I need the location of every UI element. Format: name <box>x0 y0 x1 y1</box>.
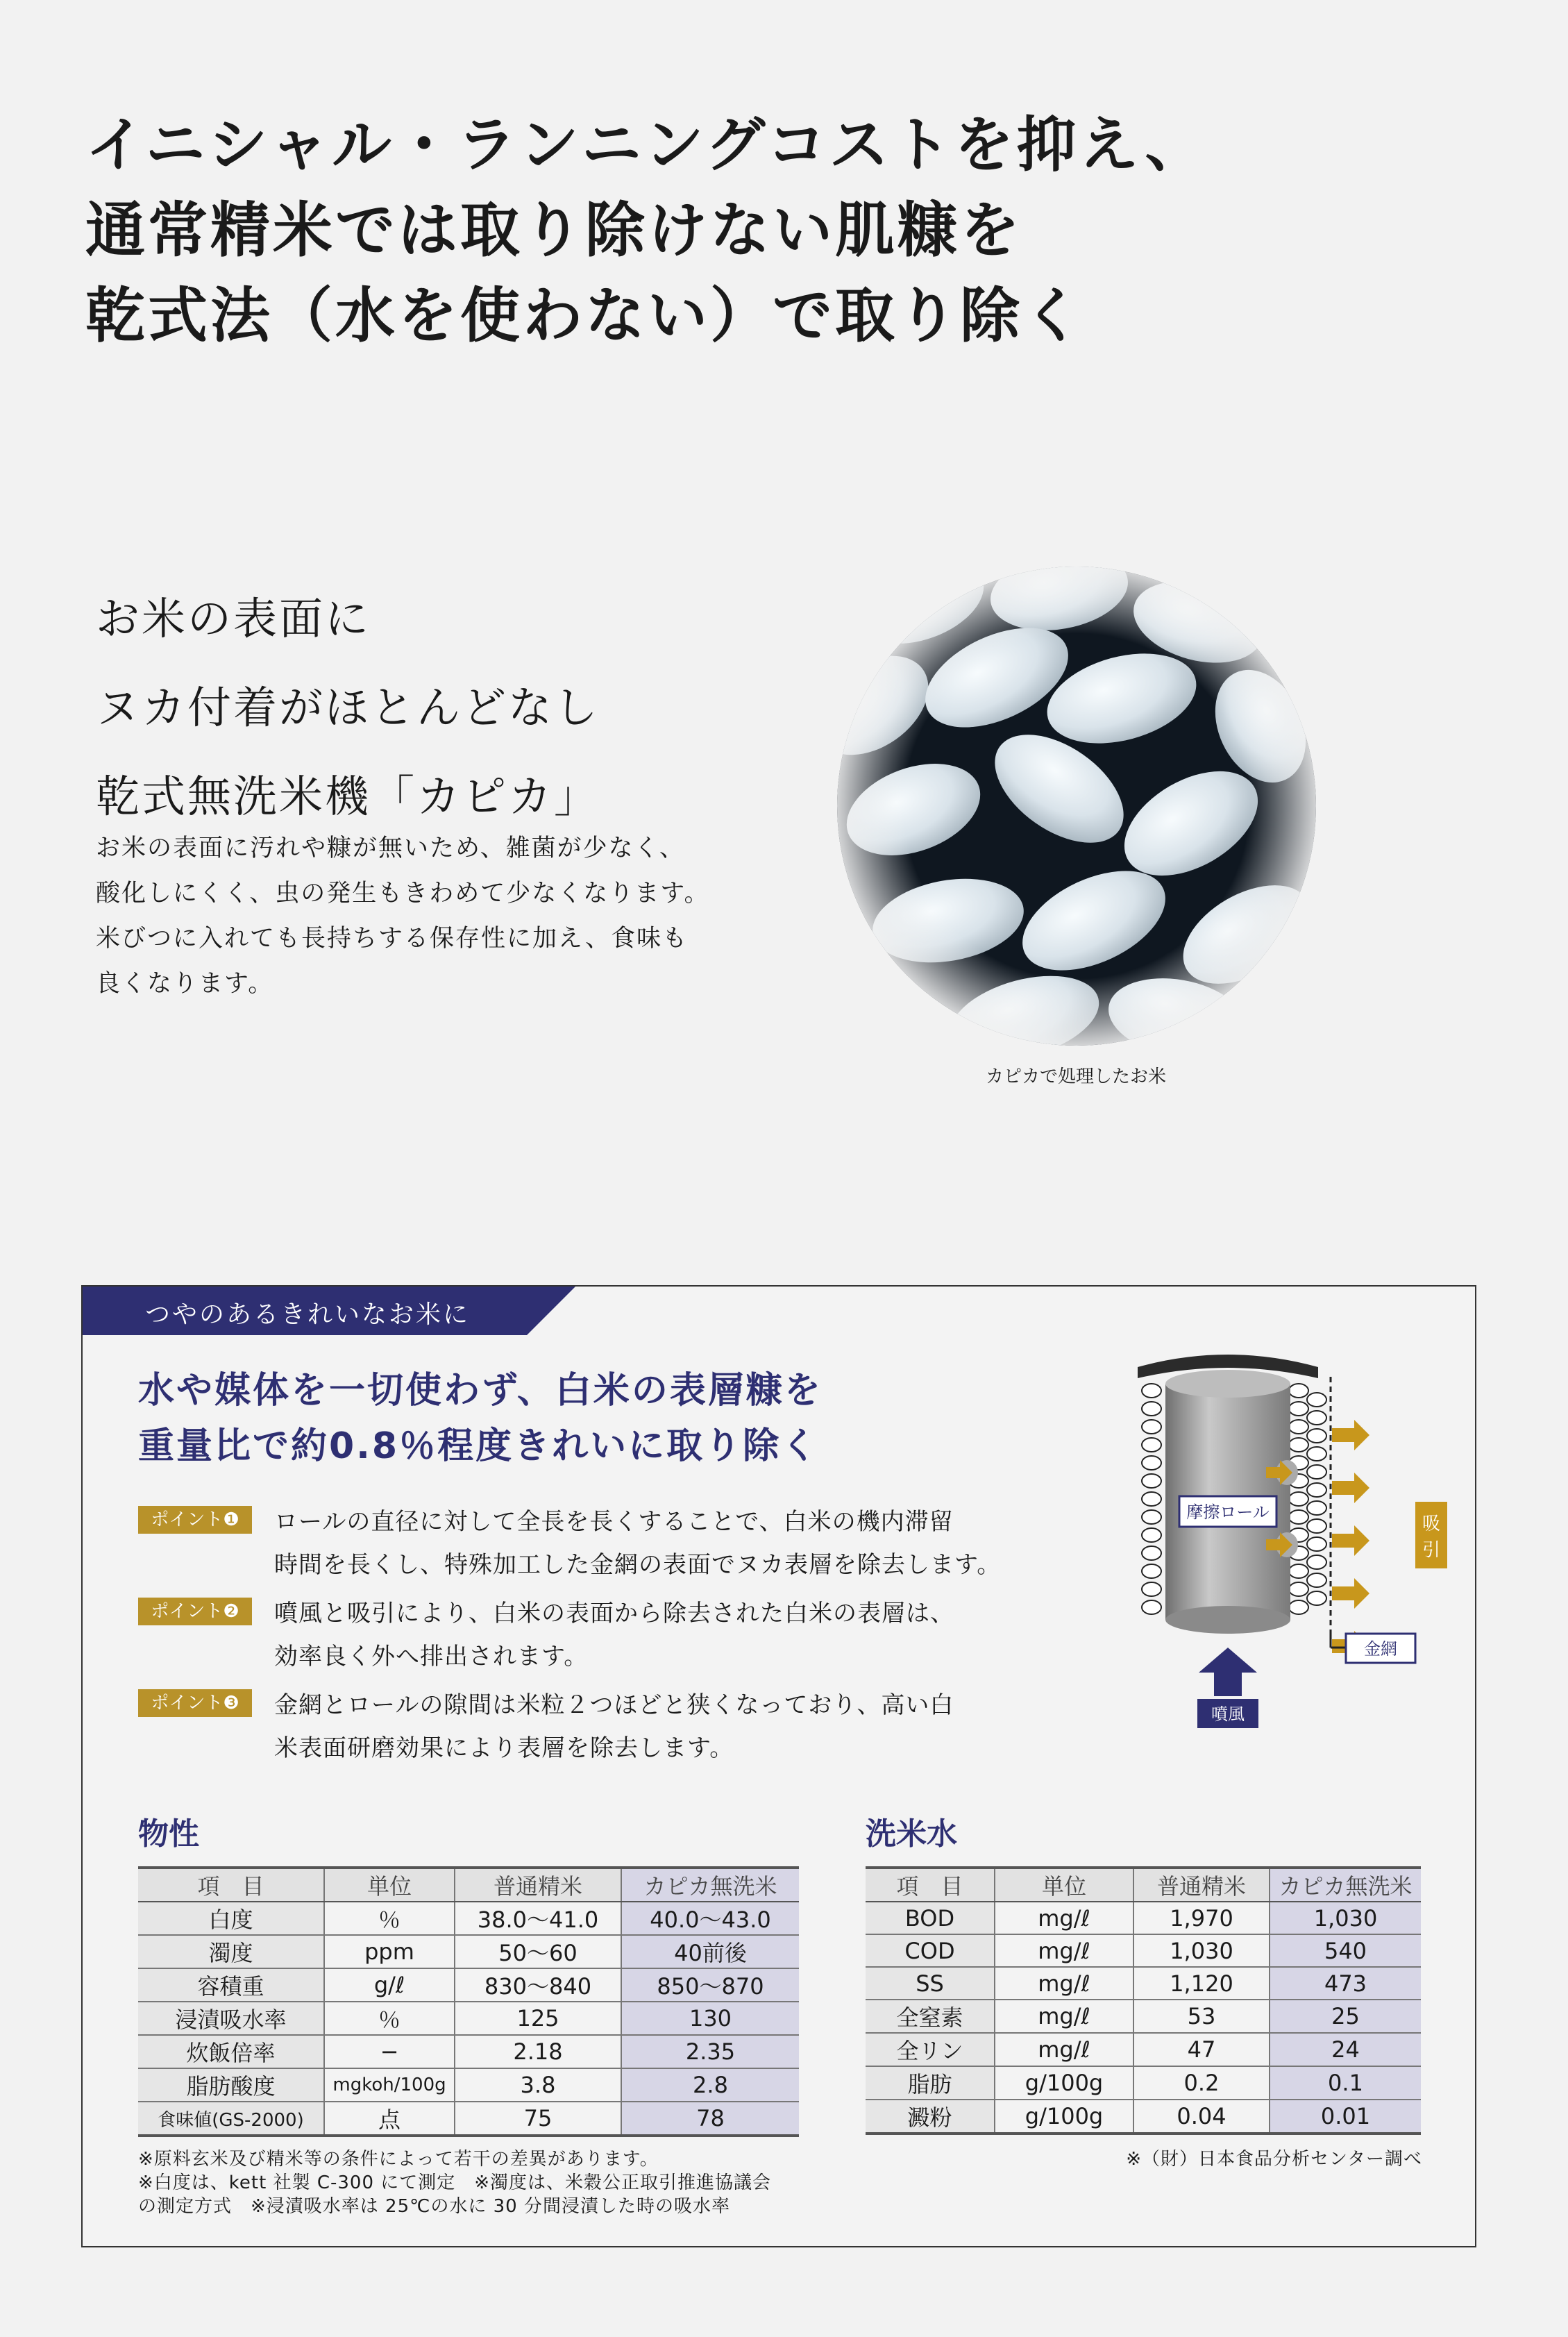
header-unit: 単位 <box>995 1868 1133 1902</box>
point-3-text <box>274 1684 1107 1770</box>
header-kapika: カピカ無洗米 <box>621 1868 799 1902</box>
table-row: BOD mg/ℓ 1,970 1,030 <box>866 1902 1421 1934</box>
header-unit: 単位 <box>324 1868 455 1902</box>
header-item: 項 目 <box>866 1868 995 1902</box>
point-3 <box>138 1684 1110 1774</box>
body-line-3: 米びつに入れても長持ちする保存性に加え、食味も <box>96 925 689 953</box>
product-subheading <box>96 575 790 841</box>
footnote-3: の測定方式 ※浸漬吸水率は 25℃の水に 30 分間浸漬した時の吸水率 <box>138 2196 730 2217</box>
point-1 <box>138 1500 1110 1591</box>
point-1-line-1: ロールの直径に対して全長を長くすることで、白米の機内滞留 <box>274 1508 954 1536</box>
header-normal: 普通精米 <box>455 1868 621 1902</box>
headline <box>85 103 1404 359</box>
header-normal: 普通精米 <box>1133 1868 1270 1902</box>
wash-water-table <box>866 1866 1421 2135</box>
suction-label: 吸 <box>1422 1514 1441 1534</box>
roll-label: 摩擦ロール <box>1186 1502 1270 1522</box>
table-row: 白度 ％ 38.0〜41.0 40.0〜43.0 <box>138 1902 799 1935</box>
features-panel <box>81 1285 1476 2247</box>
panel-title <box>138 1363 1110 1474</box>
header-kapika: カピカ無洗米 <box>1270 1868 1421 1902</box>
table-header-row <box>138 1868 799 1902</box>
description-text <box>96 826 790 1007</box>
point-2-text <box>274 1592 1107 1678</box>
table-row: 脂肪酸度 mgkoh/100g 3.8 2.8 <box>138 2068 799 2102</box>
table-row: 脂肪 g/100g 0.2 0.1 <box>866 2066 1421 2100</box>
subhead-line-3: 乾式無洗米機「カピカ」 <box>96 771 600 822</box>
table-row: 全リン mg/ℓ 47 24 <box>866 2033 1421 2066</box>
subhead-line-2: ヌカ付着がほとんどなし <box>96 682 600 733</box>
headline-line-3: 乾式法（水を使わない）で取り除く <box>85 281 1085 351</box>
air-inflow-arrow <box>1199 1648 1257 1696</box>
headline-line-2: 通常精米では取り除けない肌糠を <box>85 196 1022 265</box>
table-row: COD mg/ℓ 1,030 540 <box>866 1934 1421 1967</box>
point-2 <box>138 1592 1110 1682</box>
arrow-out-2 <box>1332 1473 1369 1503</box>
point-1-badge: ポイント❶ <box>138 1506 252 1534</box>
point-2-line-2: 効率良く外へ排出されます。 <box>274 1643 589 1670</box>
table-row: 容積重 g/ℓ 830〜840 850〜870 <box>138 1968 799 2002</box>
table-row: 濁度 ppm 50〜60 40前後 <box>138 1935 799 1968</box>
point-3-badge: ポイント❸ <box>138 1689 252 1717</box>
table-row: 澱粉 g/100g 0.04 0.01 <box>866 2100 1421 2134</box>
machine-diagram <box>1040 1342 1471 1731</box>
panel-title-line-1: 水や媒体を一切使わず、白米の表層糠を <box>138 1370 823 1412</box>
table-row: SS mg/ℓ 1,120 473 <box>866 1967 1421 2000</box>
air-label: 噴風 <box>1211 1704 1245 1724</box>
body-line-4: 良くなります。 <box>96 970 274 998</box>
point-3-line-1: 金網とロールの隙間は米粒２つほどと狭くなっており、高い白 <box>274 1691 954 1719</box>
footnotes <box>138 2147 902 2218</box>
image-caption: カピカで処理したお米 <box>985 1066 1166 1087</box>
table-row: 食味値(GS-2000) 点 75 78 <box>138 2102 799 2136</box>
point-2-badge: ポイント❷ <box>138 1598 252 1625</box>
section-tag-label: つやのあるきれいなお米に <box>145 1300 471 1329</box>
rice-closeup-image <box>830 560 1323 1053</box>
panel-title-line-2: 重量比で約0.8％程度きれいに取り除く <box>138 1425 820 1467</box>
point-3-line-2: 米表面研磨効果により表層を除去します。 <box>274 1734 734 1762</box>
properties-table <box>138 1866 799 2137</box>
wash-water-title: 洗米水 <box>866 1816 957 1852</box>
svg-text:引: 引 <box>1422 1540 1441 1561</box>
subhead-line-1: お米の表面に <box>96 594 371 644</box>
table-row: 炊飯倍率 − 2.18 2.35 <box>138 2035 799 2068</box>
body-line-2: 酸化しにくく、虫の発生もきわめて少なくなります。 <box>96 880 710 907</box>
headline-line-1: イニシャル・ランニングコストを抑え、 <box>85 110 1208 180</box>
arrow-out-3 <box>1332 1525 1369 1556</box>
point-1-text <box>274 1500 1107 1586</box>
table-row: 浸漬吸水率 ％ 125 130 <box>138 2002 799 2035</box>
header-item: 項 目 <box>138 1868 324 1902</box>
properties-title: 物性 <box>138 1816 199 1852</box>
footnote-1: ※原料玄米及び精米等の条件によって若干の差異があります。 <box>138 2149 659 2170</box>
footnote-2: ※白度は、kett 社製 C-300 にて測定 ※濁度は、米穀公正取引推進協議会 <box>138 2172 772 2193</box>
source-note: ※（財）日本食品分析センター調べ <box>1126 2149 1422 2170</box>
mesh-label: 金網 <box>1364 1639 1397 1659</box>
body-line-1: お米の表面に汚れや糠が無いため、雑菌が少なく、 <box>96 835 685 862</box>
point-1-line-2: 時間を長くし、特殊加工した金網の表面でヌカ表層を除去します。 <box>274 1551 1002 1579</box>
point-2-line-1: 噴風と吸引により、白米の表面から除去された白米の表層は、 <box>274 1600 954 1627</box>
table-header-row <box>866 1868 1421 1902</box>
arrow-out-4 <box>1332 1578 1369 1609</box>
arrow-out-1 <box>1332 1420 1369 1450</box>
table-row: 全窒素 mg/ℓ 53 25 <box>866 2000 1421 2033</box>
